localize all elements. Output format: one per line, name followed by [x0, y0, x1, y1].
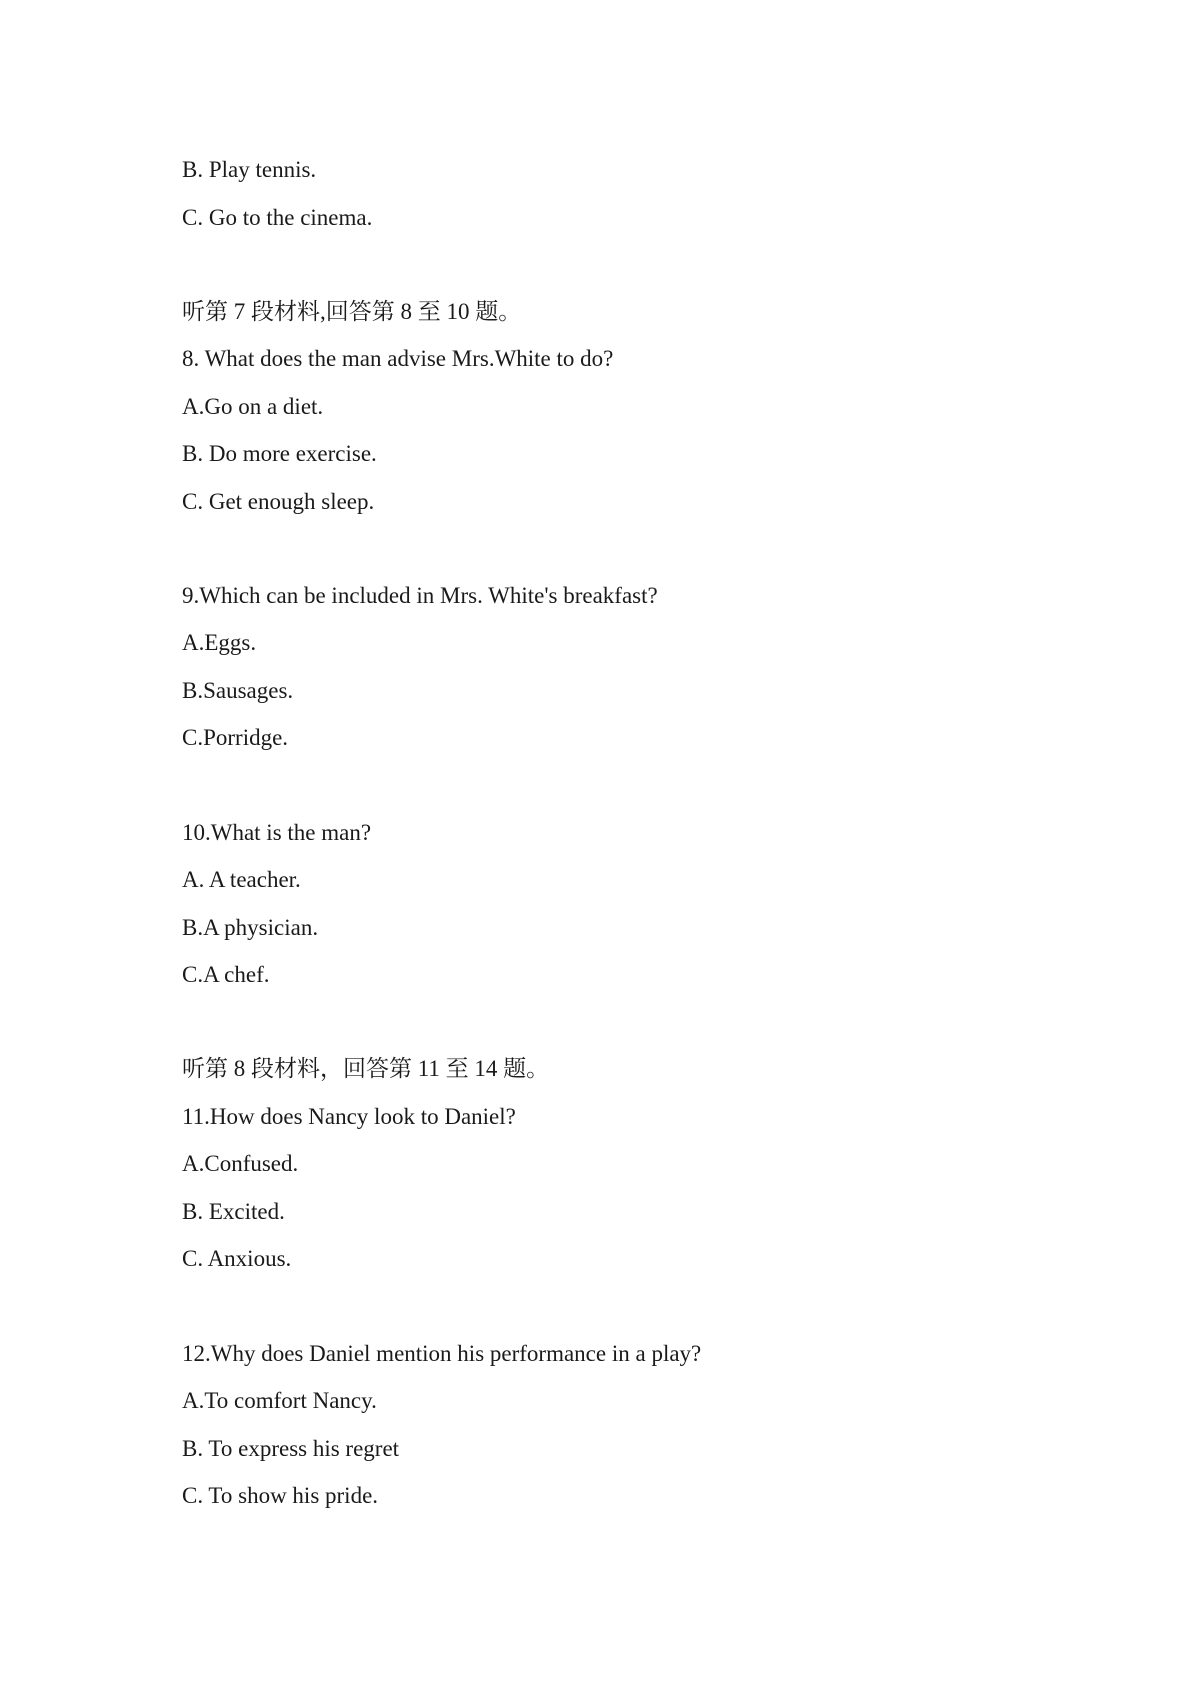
question-8: 8. What does the man advise Mrs.White to do? — [182, 346, 614, 371]
question-8-option-c: C. Get enough sleep. — [182, 489, 375, 514]
question-10-option-a: A. A teacher. — [182, 867, 301, 892]
question-8-option-a: A.Go on a diet. — [182, 394, 324, 419]
question-12: 12.Why does Daniel mention his performance in a play? — [182, 1341, 702, 1366]
question-11-option-a: A.Confused. — [182, 1151, 299, 1176]
question-11-option-b: B. Excited. — [182, 1199, 285, 1224]
question-10-option-c: C.A chef. — [182, 962, 270, 987]
question-9-option-a: A.Eggs. — [182, 630, 257, 655]
option-prev-c: C. Go to the cinema. — [182, 205, 373, 230]
question-12-option-c: C. To show his pride. — [182, 1483, 379, 1508]
question-9: 9.Which can be included in Mrs. White's breakfast? — [182, 583, 658, 608]
question-8-option-b: B. Do more exercise. — [182, 441, 377, 466]
question-10: 10.What is the man? — [182, 820, 372, 845]
section-7-heading: 听第 7 段材料,回答第 8 至 10 题。 — [182, 299, 522, 324]
question-12-option-b: B. To express his regret — [182, 1436, 400, 1461]
question-11: 11.How does Nancy look to Daniel? — [182, 1104, 516, 1129]
question-9-option-b: B.Sausages. — [182, 678, 294, 703]
question-9-option-c: C.Porridge. — [182, 725, 289, 750]
question-12-option-a: A.To comfort Nancy. — [182, 1388, 377, 1413]
section-8-heading: 听第 8 段材料，回答第 11 至 14 题。 — [182, 1056, 550, 1081]
question-10-option-b: B.A physician. — [182, 915, 319, 940]
question-11-option-c: C. Anxious. — [182, 1246, 292, 1271]
option-prev-b: B. Play tennis. — [182, 157, 317, 182]
